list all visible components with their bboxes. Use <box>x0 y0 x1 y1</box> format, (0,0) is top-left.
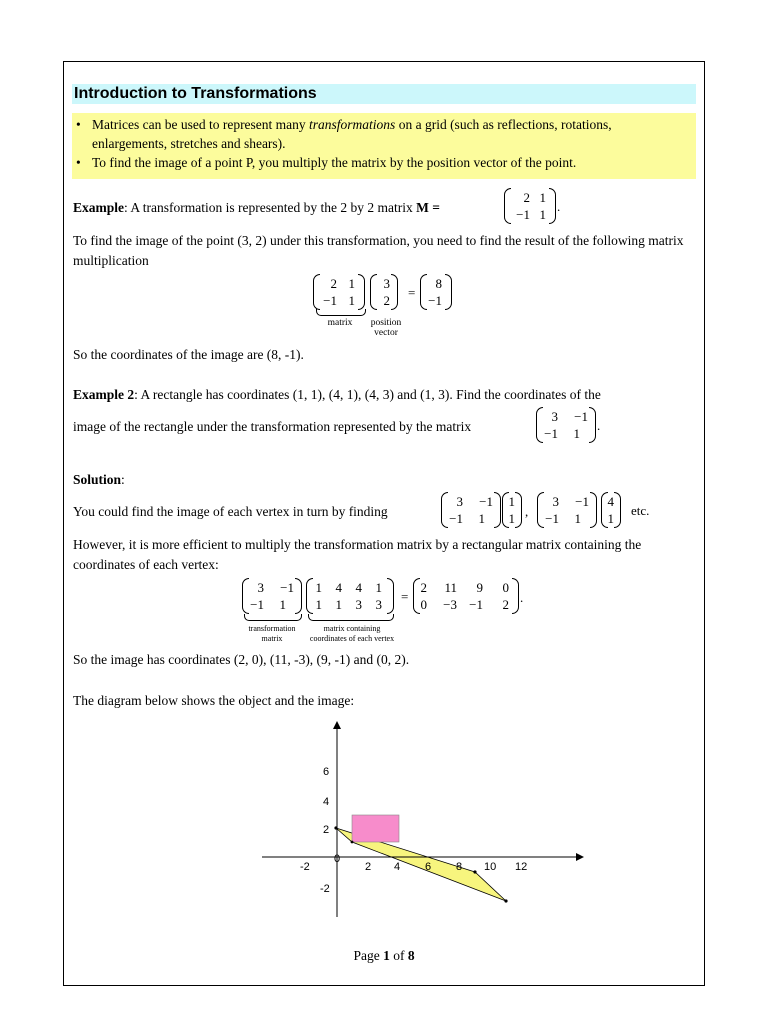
matrix-entry: −1 <box>575 494 589 509</box>
matrix-entry: 3 <box>552 494 559 509</box>
matrix-entry: 4 <box>335 580 342 595</box>
x-tick-label: 4 <box>394 861 401 873</box>
matrix-entry: 2 <box>330 276 337 291</box>
solution-paragraph: However, it is more efficient to multiply the transformation matrix by a rectangular matrix containing the coordinates of each vertex: <box>73 537 642 572</box>
matrix-entry: 1 <box>607 511 614 526</box>
matrix-entry: 0 <box>502 580 509 595</box>
vertex-marker <box>473 870 476 873</box>
vertex-marker <box>504 899 507 902</box>
matrix-entry: 2 <box>383 293 390 308</box>
caption-coordinates: coordinates of each vertex <box>309 634 395 643</box>
matrix-entry: 8 <box>435 276 442 291</box>
matrix-entry: 1 <box>348 293 355 308</box>
example-1-result: So the coordinates of the image are (8, -1). <box>73 347 304 362</box>
matrix-entry: 1 <box>573 426 580 441</box>
matrix-entry: 3 <box>375 597 382 612</box>
x-tick-label: 8 <box>456 861 463 873</box>
x-tick-label: -2 <box>300 861 310 873</box>
matrix-entry: 3 <box>456 494 463 509</box>
matrix-entry: −1 <box>479 494 493 509</box>
caption-matrix: matrix <box>327 318 353 328</box>
solution-label: Solution: <box>73 472 125 487</box>
section-heading: Introduction to Transformations <box>72 84 696 104</box>
matrix-entry: −1 <box>544 426 558 441</box>
diagram-intro: The diagram below shows the object and the image: <box>73 693 355 708</box>
y-tick-label: 4 <box>323 796 330 808</box>
matrix-entry: −3 <box>443 597 457 612</box>
page-footer: Page 1 of 8 <box>353 948 415 963</box>
matrix-entry: 1 <box>348 276 355 291</box>
matrix-entry: −1 <box>516 207 530 222</box>
object-rectangle <box>352 815 399 842</box>
matrix-entry: 1 <box>508 494 515 509</box>
matrix-entry: 4 <box>607 494 614 509</box>
bullet-item-1: • Matrices can be used to represent many transformations on a grid (such as reflections, rotations, enlargements, stretches and shears). <box>92 115 690 153</box>
solution-result: So the image has coordinates (2, 0), (11, -3), (9, -1) and (0, 2). <box>73 652 410 667</box>
example-2-line-1: Example 2: A rectangle has coordinates (1, 1), (4, 1), (4, 3) and (1, 3). Find the coordinates of the <box>73 387 601 402</box>
matrix-entry: 3 <box>383 276 390 291</box>
matrix-entry: 1 <box>375 580 382 595</box>
x-tick-label: 10 <box>484 861 497 873</box>
matrix-entry: 2 <box>502 597 509 612</box>
matrix-entry: 1 <box>539 207 546 222</box>
caption-vector: vector <box>374 328 398 338</box>
y-tick-label: -2 <box>320 883 330 895</box>
matrix-entry: 1 <box>335 597 342 612</box>
example-1-paragraph: To find the image of the point (3, 2) under this transformation, you need to find the result of the following matrix multiplication <box>73 233 684 268</box>
matrix-entry: 2 <box>420 580 427 595</box>
example-2-line-2: image of the rectangle under the transformation represented by the matrix <box>73 419 472 434</box>
matrix-entry: 1 <box>279 597 286 612</box>
matrix-entry: 0 <box>420 597 427 612</box>
matrix-entry: −1 <box>574 409 588 424</box>
matrix-entry: 9 <box>476 580 483 595</box>
matrix-entry: 1 <box>478 511 485 526</box>
matrix-entry: 1 <box>315 597 322 612</box>
matrix-entry: −1 <box>428 293 442 308</box>
x-tick-label: 12 <box>515 861 528 873</box>
y-tick-label: 6 <box>323 766 330 778</box>
bullet-item-2: • To find the image of a point P, you multiply the matrix by the position vector of the point. <box>92 153 690 172</box>
vertex-marker <box>351 841 354 844</box>
matrix-entry: −1 <box>469 597 483 612</box>
matrix-entry: 3 <box>355 597 362 612</box>
caption-transformation: transformation <box>248 624 296 633</box>
matrix-entry: 3 <box>551 409 558 424</box>
caption-position: position <box>370 318 402 328</box>
matrix-entry: −1 <box>280 580 294 595</box>
equals-sign: = <box>408 285 416 300</box>
matrix-entry: 1 <box>508 511 515 526</box>
vertex-marker <box>334 826 337 829</box>
matrix-entry: 1 <box>574 511 581 526</box>
origin-label: 0 <box>334 853 341 865</box>
y-tick-label: 2 <box>323 824 330 836</box>
matrix-entry: −1 <box>250 597 264 612</box>
solution-line-1: You could find the image of each vertex in turn by finding <box>73 504 388 519</box>
matrix-entry: −1 <box>323 293 337 308</box>
matrix-entry: −1 <box>449 511 463 526</box>
matrix-entry: −1 <box>545 511 559 526</box>
caption-matrix-containing: matrix containing <box>323 624 381 633</box>
matrix-entry: 4 <box>355 580 362 595</box>
x-tick-label: 6 <box>425 861 432 873</box>
x-tick-label: 2 <box>365 861 372 873</box>
matrix-entry: 1 <box>315 580 322 595</box>
matrix-entry: 3 <box>257 580 264 595</box>
caption-transformation-matrix: matrix <box>261 634 283 643</box>
matrix-entry: 11 <box>444 580 457 595</box>
example-1-intro: Example: A transformation is represented by the 2 by 2 matrix M = <box>73 200 440 215</box>
matrix-entry: 2 <box>523 190 530 205</box>
matrix-entry: 1 <box>539 190 546 205</box>
